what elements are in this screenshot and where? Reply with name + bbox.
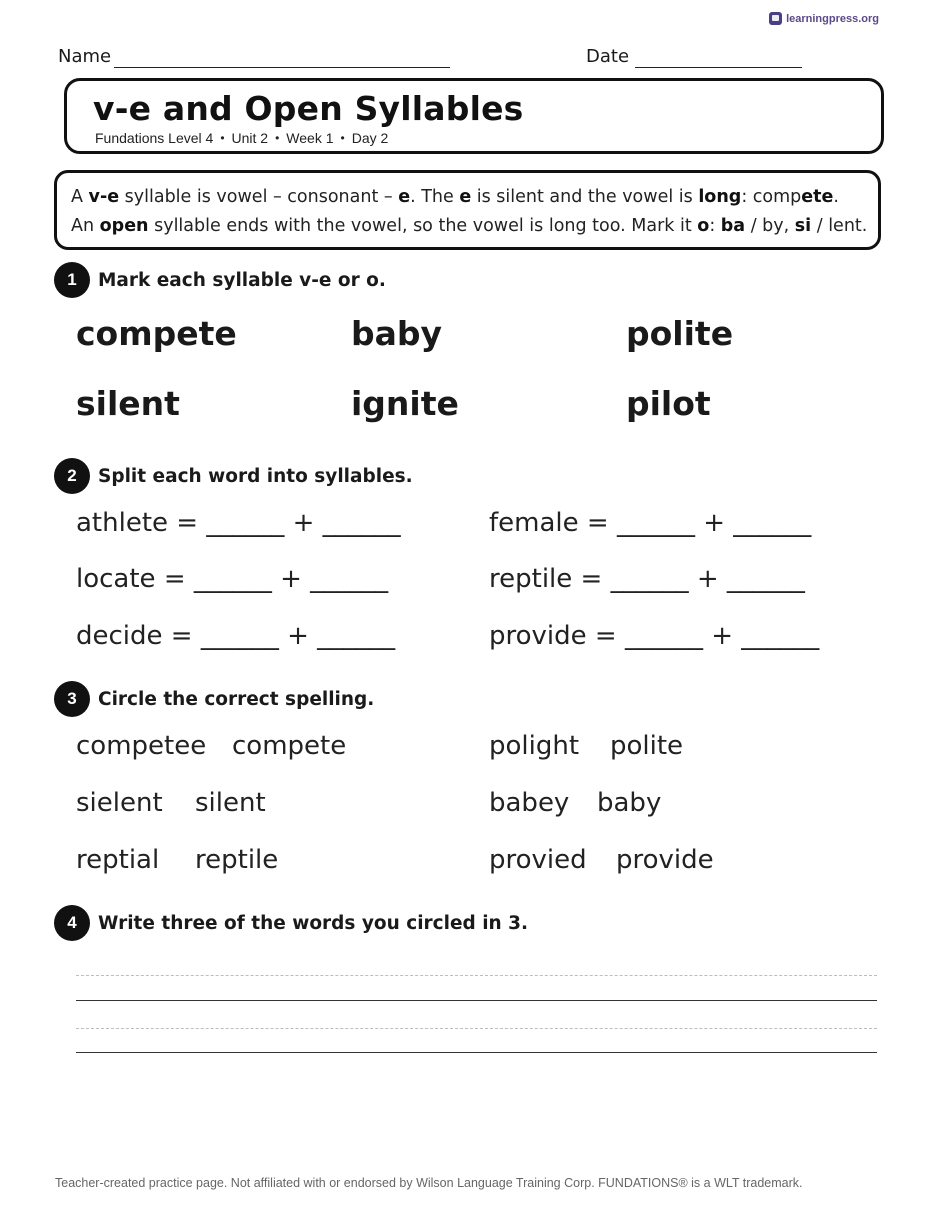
subtitle-separator: • bbox=[340, 131, 345, 145]
spelling-option[interactable]: reptial bbox=[76, 845, 160, 875]
brand-label: learningpress.org bbox=[786, 12, 879, 25]
rule-line-2: An open syllable ends with the vowel, so the vowel is long too. Mark it o: ba / by, si / lent. bbox=[71, 216, 868, 236]
mark-word[interactable]: pilot bbox=[626, 384, 711, 423]
mark-word[interactable]: baby bbox=[351, 314, 443, 353]
section-title: Circle the correct spelling. bbox=[98, 688, 375, 710]
writing-line[interactable] bbox=[76, 1000, 877, 1001]
page-subtitle bbox=[95, 130, 388, 146]
rule-line-1: A v-e syllable is vowel – consonant – e. The e is silent and the vowel is long: compete. bbox=[71, 187, 839, 207]
section-number-badge: 2 bbox=[54, 458, 90, 494]
spelling-option[interactable]: sielent bbox=[76, 788, 163, 818]
split-item[interactable]: decide = ______ + ______ bbox=[76, 621, 396, 651]
footer-disclaimer: Teacher-created practice page. Not affiliated with or endorsed by Wilson Language Training Corp. FUNDATIONS® is a WLT trademark. bbox=[55, 1176, 803, 1190]
spelling-option[interactable]: provide bbox=[616, 845, 714, 875]
name-label: Name bbox=[58, 46, 112, 67]
name-date-row bbox=[58, 46, 818, 74]
subtitle-separator: • bbox=[220, 131, 225, 145]
spelling-option[interactable]: baby bbox=[597, 788, 662, 818]
subtitle-week: Week 1 bbox=[286, 130, 334, 146]
writing-guide-line bbox=[76, 975, 877, 976]
mark-word[interactable]: polite bbox=[626, 314, 734, 353]
title-box bbox=[64, 78, 884, 154]
mark-word[interactable]: silent bbox=[76, 384, 180, 423]
subtitle-unit: Unit 2 bbox=[231, 130, 269, 146]
mark-word[interactable]: ignite bbox=[351, 384, 459, 423]
date-field[interactable] bbox=[635, 67, 802, 68]
section-number-badge: 3 bbox=[54, 681, 90, 717]
split-item[interactable]: athlete = ______ + ______ bbox=[76, 508, 401, 538]
section-4-header bbox=[54, 905, 528, 941]
subtitle-day: Day 2 bbox=[351, 130, 389, 146]
writing-line[interactable] bbox=[76, 1052, 877, 1053]
rule-box bbox=[54, 170, 881, 250]
page-title: v-e and Open Syllables bbox=[93, 89, 524, 128]
subtitle-separator: • bbox=[275, 131, 280, 145]
section-number-badge: 4 bbox=[54, 905, 90, 941]
spelling-option[interactable]: silent bbox=[195, 788, 266, 818]
brand-link[interactable] bbox=[769, 12, 879, 25]
spelling-option[interactable]: compete bbox=[232, 731, 347, 761]
writing-guide-line bbox=[76, 1028, 877, 1029]
spelling-option[interactable]: competee bbox=[76, 731, 207, 761]
name-field[interactable] bbox=[114, 67, 450, 68]
section-1-header bbox=[54, 262, 386, 298]
section-title: Write three of the words you circled in 3. bbox=[98, 912, 529, 934]
spelling-option[interactable]: polight bbox=[489, 731, 580, 761]
mark-word[interactable]: compete bbox=[76, 314, 237, 353]
section-2-header bbox=[54, 458, 413, 494]
spelling-option[interactable]: provied bbox=[489, 845, 587, 875]
section-number-badge: 1 bbox=[54, 262, 90, 298]
split-item[interactable]: provide = ______ + ______ bbox=[489, 621, 820, 651]
split-item[interactable]: locate = ______ + ______ bbox=[76, 564, 389, 594]
spelling-option[interactable]: polite bbox=[610, 731, 684, 761]
section-title: Split each word into syllables. bbox=[98, 465, 413, 487]
section-3-header bbox=[54, 681, 374, 717]
spelling-option[interactable]: reptile bbox=[195, 845, 279, 875]
section-title: Mark each syllable v-e or o. bbox=[98, 269, 386, 291]
split-item[interactable]: reptile = ______ + ______ bbox=[489, 564, 805, 594]
subtitle-level: Fundations Level 4 bbox=[95, 130, 214, 146]
date-label: Date bbox=[586, 46, 630, 67]
book-icon bbox=[769, 12, 782, 25]
split-item[interactable]: female = ______ + ______ bbox=[489, 508, 812, 538]
spelling-option[interactable]: babey bbox=[489, 788, 570, 818]
